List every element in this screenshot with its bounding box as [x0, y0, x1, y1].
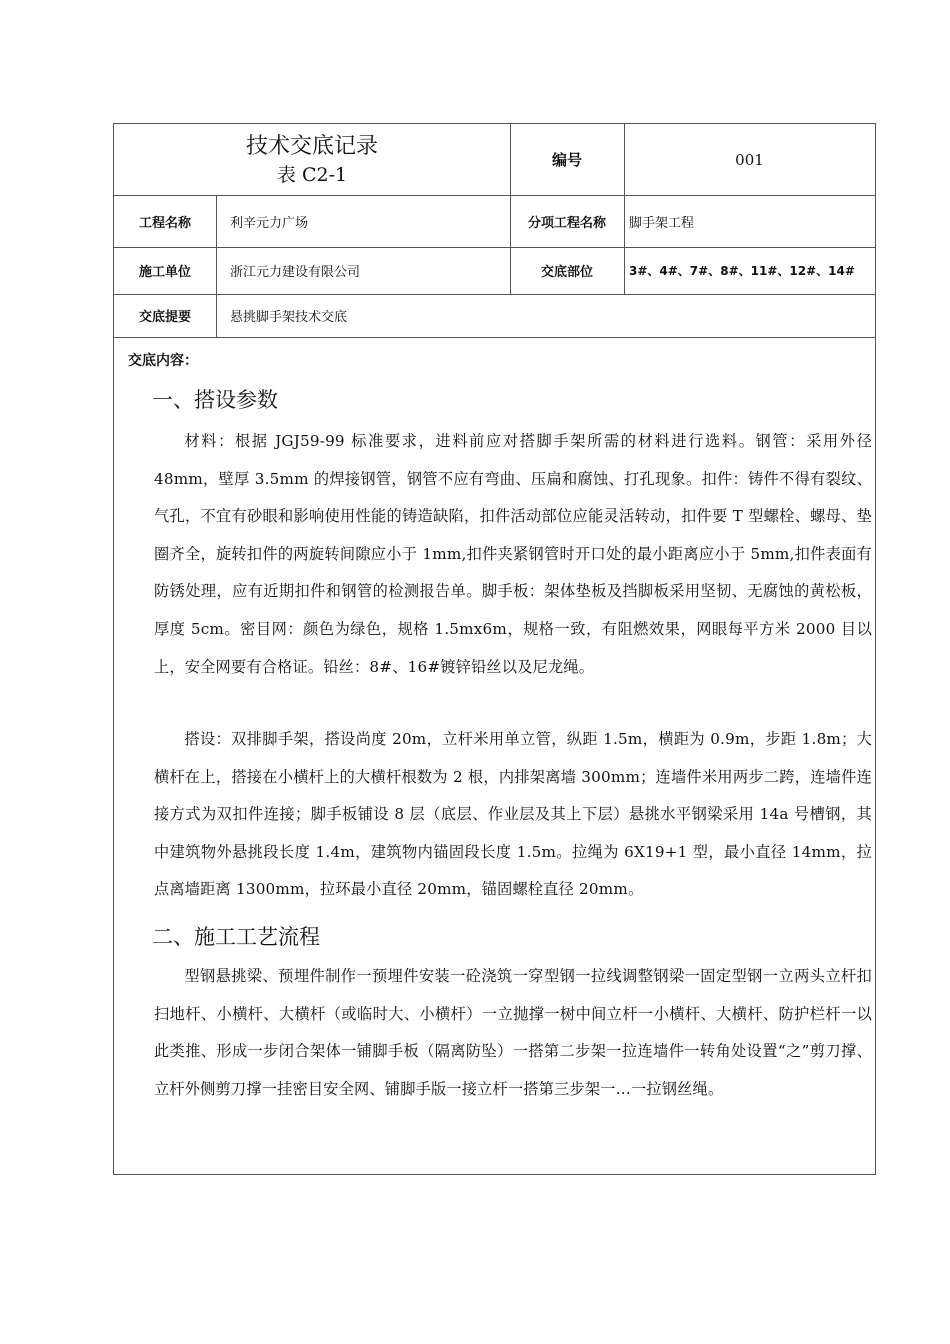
- project-name-label: 工程名称: [138, 215, 191, 231]
- project-name-value: 利辛元力广场: [230, 215, 309, 231]
- paragraph-materials: 材料：根据 JGJ59-99 标准要求，进料前应对搭脚手架所需的材料进行选料。钢管：采用外径 48mm，壁厚 3.5mm 的焊接钢管，钢管不应有弯曲、压扁和腐蚀、打孔现象。扣件：铸件不得有裂纹、气孔，不宜有砂眼和影响使用性能的铸造缺陷，扣件活动部位应能灵活转动，扣件要 T 型螺栓、螺母、垫圈齐全，旋转扣件的两旋转间隙应小于 1mm,扣件夹紧钢管时开口处的最小距离应小于 5mm,扣件表面有防锈处理，应有近期扣件和钢管的检测报告单。脚手板：架体垫板及挡脚板采用坚韧、无腐蚀的黄松板，厚度 5cm。密目网：颜色为绿色，规格 1.5mx6m，规格一致，有阻燃效果，网眼每平方米 2000 目以上，安全网要有合格证。铅丝：8#、16#镀锌铅丝以及尼龙绳。: [154, 432, 872, 676]
- section-heading: 二、施工工艺流程: [152, 925, 320, 949]
- number-label: 编号: [551, 151, 582, 169]
- form-title: [114, 124, 510, 195]
- sub-project-value: 脚手架工程: [629, 215, 695, 231]
- contractor-label: 施工单位: [138, 265, 191, 280]
- summary-value: 悬挑脚手架技术交底: [230, 310, 348, 325]
- form-title-sub: 表 C2-1: [276, 163, 348, 186]
- location-value: 3#、4#、7#、8#、11#、12#、14#: [629, 264, 855, 278]
- sub-project-label: 分项工程名称: [527, 215, 606, 231]
- location-label: 交底部位: [540, 265, 593, 280]
- paragraph-process-flow: 型钢悬挑梁、预埋件制作一预埋件安装一砼浇筑一穿型钢一拉线调整钢梁一固定型钢一立两头立杆扣扫地杆、小横杆、大横杆（或临时大、小横杆）一立抛撑一树中间立杆一小横杆、大横杆、防护栏杆一以此类推、形成一步闭合架体一铺脚手板（隔离防坠）一搭第二步架一拉连墙件一转角处设置“之”剪刀撑、立杆外侧剪刀撑一挂密目安全网、铺脚手版一接立杆一搭第三步架一…一拉钢丝绳。: [154, 967, 872, 1098]
- form-title-main: 技术交底记录: [245, 133, 378, 159]
- contractor-value: 浙江元力建设有限公司: [230, 265, 361, 280]
- section-heading: 一、搭设参数: [152, 388, 278, 412]
- paragraph-erection: 搭设：双排脚手架，搭设尚度 20m，立杆米用单立管，纵距 1.5m，横距为 0.9m，步距 1.8m；大横杆在上，搭接在小横杆上的大横杆根数为 2 根，内排架离墙 300mm；连墙件米用两步二跨，连墙件连接方式为双扣件连接；脚手板铺设 8 层（底层、作业层及其上下层）悬挑水平钢梁采用 14a 号槽钢，其中建筑物外悬挑段长度 1.4m，建筑物内锚固段长度 1.5m。拉绳为 6X19+1 型，最小直径 14mm，拉点离墙距离 1300mm，拉环最小直径 20mm，锚固螺栓直径 20mm。: [154, 730, 872, 899]
- technical-briefing-form: [113, 123, 876, 1175]
- number-value: 001: [735, 150, 764, 169]
- content-label: 交底内容：: [128, 353, 198, 369]
- row-divider: [114, 337, 875, 338]
- summary-label: 交底提要: [138, 310, 191, 325]
